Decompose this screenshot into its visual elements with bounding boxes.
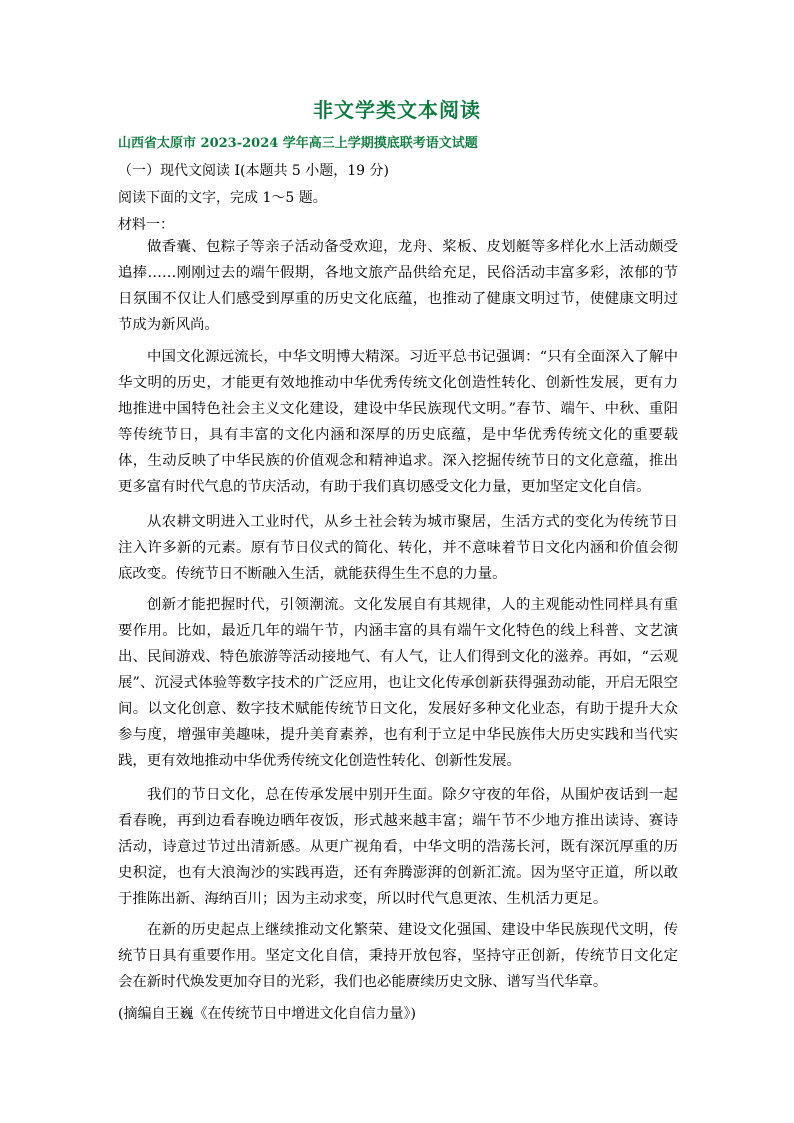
paragraph-6: 在新的历史起点上继续推动文化繁荣、建设文化强国、建设中华民族现代文明，传统节日具有重要作用。坚定文化自信，秉持开放包容，坚持守正创新，传统节日文化定会在新时代焕发更加夺目的光彩，我们也必能赓续历史文脉、谱写当代华章。 [118,922,678,990]
paragraph-4: 创新才能把握时代，引领潮流。文化发展自有其规律，人的主观能动性同样具有重要作用。比如，最近几年的端午节，内涵丰富的具有端午文化特色的线上科普、文艺演出、民间游戏、特色旅游等活动接地气、有人气，让人们得到文化的滋养。再如，“云观展”、沉浸式体验等数字技术的广泛应用，也让文化传承创新获得强劲动能，开启无限空间。以文化创意、数字技术赋能传统节日文化，发展好多种文化业态，有助于提升大众参与度，增强审美趣味，提升美育素养，也有利于立足中华民族伟大历史实践和当代实践，更有效地推动中华优秀传统文化创造性转化、创新性发展。 [118,597,678,769]
paragraph-5: 我们的节日文化，总在传承发展中别开生面。除夕守夜的年俗，从围炉夜话到一起看春晚，再到边看春晚边晒年夜饭，形式越来越丰富；端午节不少地方推出读诗、赛诗活动，诗意过节过出清新感。从更广视角看，中华文明的浩荡长河，既有深沉厚重的历史积淀，也有大浪淘沙的实践再造，还有奔腾澎湃的创新汇流。因为坚守正道，所以敢于推陈出新、海纳百川；因为主动求变，所以时代气息更浓、生机活力更足。 [118,787,678,907]
exam-subtitle: 山西省太原市 2023-2024 学年高三上学期摸底联考语文试题 [118,136,478,151]
paragraph-2: 中国文化源远流长，中华文明博大精深。习近平总书记强调：“只有全面深入了解中华文明的历史，才能更有效地推动中华优秀传统文化创造性转化、创新性发展，更有力地推进中国特色社会主义文化建设，建设中华民族现代文明。”春节、端午、中秋、重阳等传统节日，具有丰富的文化内涵和深厚的历史底蕴，是中华优秀传统文化的重要载体，生动反映了中华民族的价值观念和精神追求。深入挖掘传统节日的文化意蕴，推出更多富有时代气息的节庆活动，有助于我们真切感受文化力量，更加坚定文化自信。 [118,349,678,495]
page-title: 非文学类文本阅读 [313,98,481,122]
paragraph-3: 从农耕文明进入工业时代，从乡土社会转为城市聚居，生活方式的变化为传统节日注入许多新的元素。原有节日仪式的简化、转化，并不意味着节日文化内涵和价值会彻底改变。传统节日不断融入生活，就能获得生生不息的力量。 [118,514,678,582]
section-heading: （一）现代文阅读 I(本题共 5 小题，19 分) [118,163,389,179]
source-citation: (摘编自王巍《在传统节日中增进文化自信力量》) [118,1006,416,1022]
material-label: 材料一： [118,217,174,233]
paragraph-1: 做香囊、包粽子等亲子活动备受欢迎，龙舟、桨板、皮划艇等多样化水上活动颇受追捧……刚刚过去的端午假期，各地文旅产品供给充足，民俗活动丰富多彩，浓郁的节日氛围不仅让人们感受到厚重的历史文化底蕴，也推动了健康文明过节，使健康文明过节成为新风尚。 [118,239,678,333]
reading-instruction: 阅读下面的文字，完成 1～5 题。 [118,190,327,206]
